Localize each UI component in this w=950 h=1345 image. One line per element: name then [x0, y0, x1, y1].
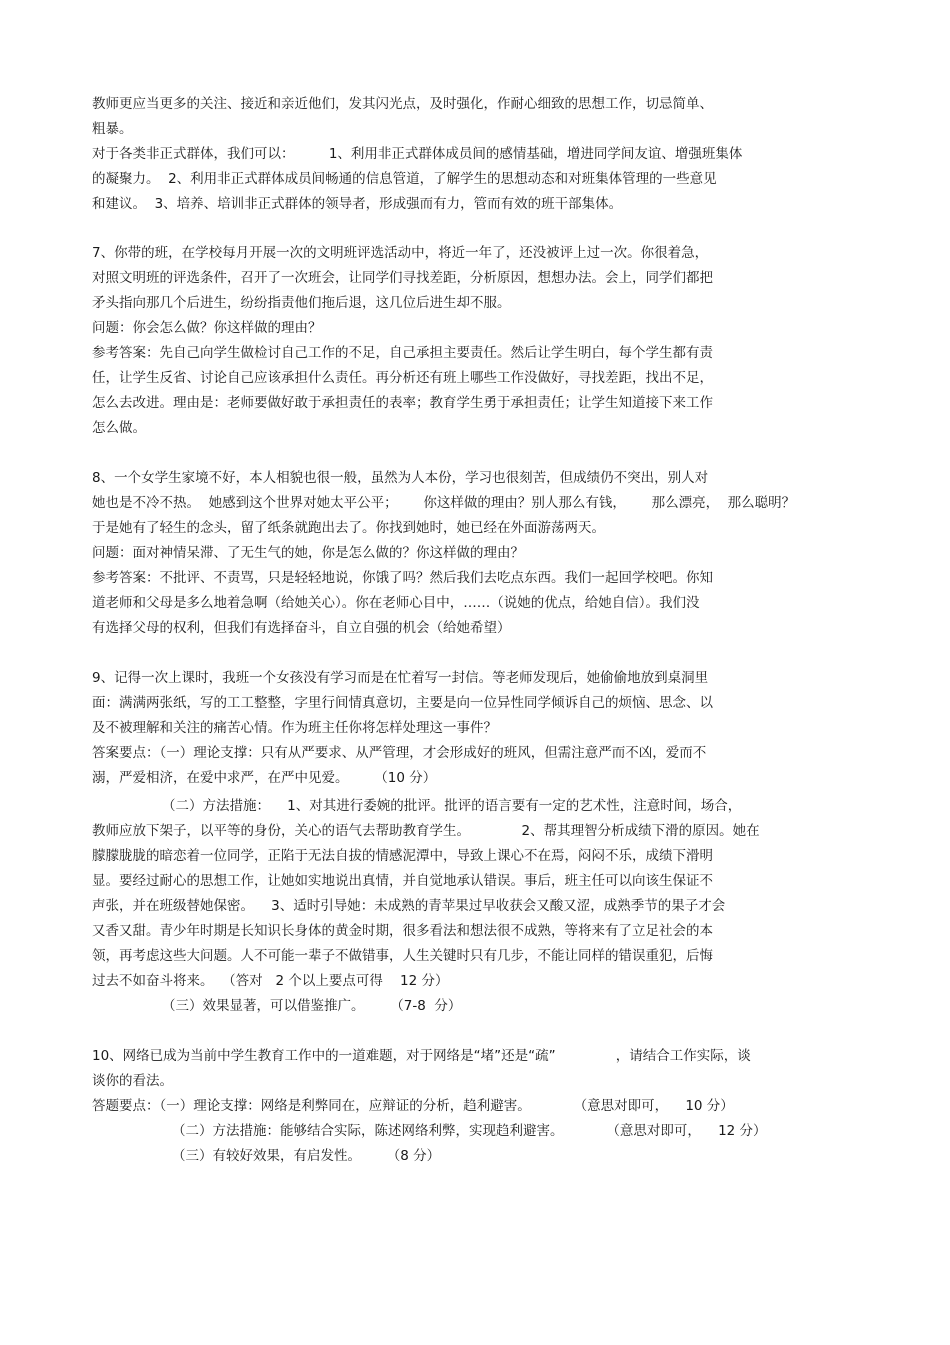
text-line: 任，让学生反省、讨论自己应该承担什么责任。再分析还有班上哪些工作没做好，寻找差距，找出不足，: [92, 370, 713, 386]
text-line: 面：满满两张纸，写的工工整整，字里行间情真意切，主要是向一位异性同学倾诉自己的烦恼、思念、以: [92, 695, 713, 711]
text-line: （二）方法措施： 1、对其进行委婉的批评。批评的语言要有一定的艺术性，注意时间，场合，: [162, 798, 742, 814]
text-line: 溺，严爱相济，在爱中求严，在严中见爱。 （10 分）: [92, 770, 437, 786]
text-line: 朦朦胧胧的暗恋着一位同学，正陷于无法自拔的情感泥潭中，导致上课心不在焉，闷闷不乐，成绩下滑明: [92, 848, 713, 864]
text-line: 问题：面对神情呆滞、了无生气的她，你是怎么做的？你这样做的理由？: [92, 545, 524, 561]
text-line: 她也是不冷不热。 她感到这个世界对她太平公平； 你这样做的理由？别人那么有钱， 那么漂亮， 那么聪明？: [92, 495, 796, 511]
text-line: 怎么去改进。理由是：老师要做好敢于承担责任的表率；教育学生勇于承担责任；让学生知道接下来工作: [92, 395, 713, 411]
text-line: 谈你的看法。: [92, 1073, 173, 1089]
text-line: 及不被理解和关注的痛苦心情。作为班主任你将怎样处理这一事件？: [92, 720, 497, 736]
text-line: 参考答案：不批评、不责骂，只是轻轻地说，你饿了吗？然后我们去吃点东西。我们一起回学校吧。你知: [92, 570, 713, 586]
text-line: 过去不如奋斗将来。 （答对 2 个以上要点可得 12 分）: [92, 973, 449, 989]
text-line: 答题要点：（一）理论支撑：网络是利弊同在，应辩证的分析，趋利避害。 （意思对即可， 10 分）: [92, 1098, 734, 1114]
text-line: 显。要经过耐心的思想工作，让她如实地说出真情，并自觉地承认错误。事后，班主任可以向该生保证不: [92, 873, 713, 889]
text-line: 的凝聚力。 2、利用非正式群体成员间畅通的信息管道，了解学生的思想动态和对班集体管理的一些意见: [92, 171, 717, 187]
text-line: （三）有较好效果，有启发性。 （8 分）: [172, 1148, 441, 1164]
text-line: 又香又甜。青少年时期是长知识长身体的黄金时期，很多看法和想法很不成熟，等将来有了立足社会的本: [92, 923, 713, 939]
text-line: （三）效果显著，可以借鉴推广。 （7-8 分）: [162, 998, 462, 1014]
text-line: 8、一个女学生家境不好，本人相貌也很一般，虽然为人本份，学习也很刻苦，但成绩仍不突出，别人对: [92, 470, 709, 486]
text-line: 10、网络已成为当前中学生教育工作中的一道难题，对于网络是“堵”还是“疏” ，请结合工作实际，谈: [92, 1048, 751, 1064]
text-line: 声张，并在班级替她保密。 3、适时引导她：未成熟的青苹果过早收获会又酸又涩，成熟季节的果子才会: [92, 898, 726, 914]
text-line: 怎么做。: [92, 420, 146, 436]
text-line: 于是她有了轻生的念头，留了纸条就跑出去了。你找到她时，她已经在外面游荡两天。: [92, 520, 605, 536]
text-line: 对照文明班的评选条件，召开了一次班会，让同学们寻找差距，分析原因，想想办法。会上，同学们都把: [92, 270, 713, 286]
text-line: 答案要点：（一）理论支撑：只有从严要求、从严管理，才会形成好的班风，但需注意严而不凶，爱而不: [92, 745, 707, 761]
text-line: 对于各类非正式群体，我们可以： 1、利用非正式群体成员间的感情基础，增进同学间友谊、增强班集体: [92, 146, 743, 162]
text-line: 教师更应当更多的关注、接近和亲近他们，发其闪光点，及时强化，作耐心细致的思想工作，切忌简单、: [92, 96, 713, 112]
text-line: 问题：你会怎么做？你这样做的理由？: [92, 320, 322, 336]
text-line: 参考答案：先自己向学生做检讨自己工作的不足，自己承担主要责任。然后让学生明白，每个学生都有责: [92, 345, 713, 361]
text-line: （二）方法措施：能够结合实际，陈述网络利弊，实现趋利避害。 （意思对即可， 12 分）: [172, 1123, 767, 1139]
text-line: 粗暴。: [92, 121, 133, 137]
text-line: 教师应放下架子，以平等的身份，关心的语气去帮助教育学生。 2、帮其理智分析成绩下滑的原因。她在: [92, 823, 760, 839]
text-line: 矛头指向那几个后进生，纷纷指责他们拖后退，这几位后进生却不服。: [92, 295, 511, 311]
text-line: 7、你带的班，在学校每月开展一次的文明班评选活动中，将近一年了，还没被评上过一次。你很着急，: [92, 245, 709, 261]
text-line: 9、记得一次上课时，我班一个女孩没有学习而是在忙着写一封信。等老师发现后，她偷偷地放到桌洞里: [92, 670, 709, 686]
text-line: 有选择父母的权利，但我们有选择奋斗，自立自强的机会（给她希望）: [92, 620, 511, 636]
text-line: 和建议。 3、培养、培训非正式群体的领导者，形成强而有力，管而有效的班干部集体。: [92, 196, 623, 212]
text-line: 道老师和父母是多么地着急啊（给她关心）。你在老师心目中，……（说她的优点，给她自信）。我们没: [92, 595, 700, 611]
text-line: 领，再考虑这些大问题。人不可能一辈子不做错事，人生关键时只有几步，不能让同样的错误重犯，后悔: [92, 948, 713, 964]
